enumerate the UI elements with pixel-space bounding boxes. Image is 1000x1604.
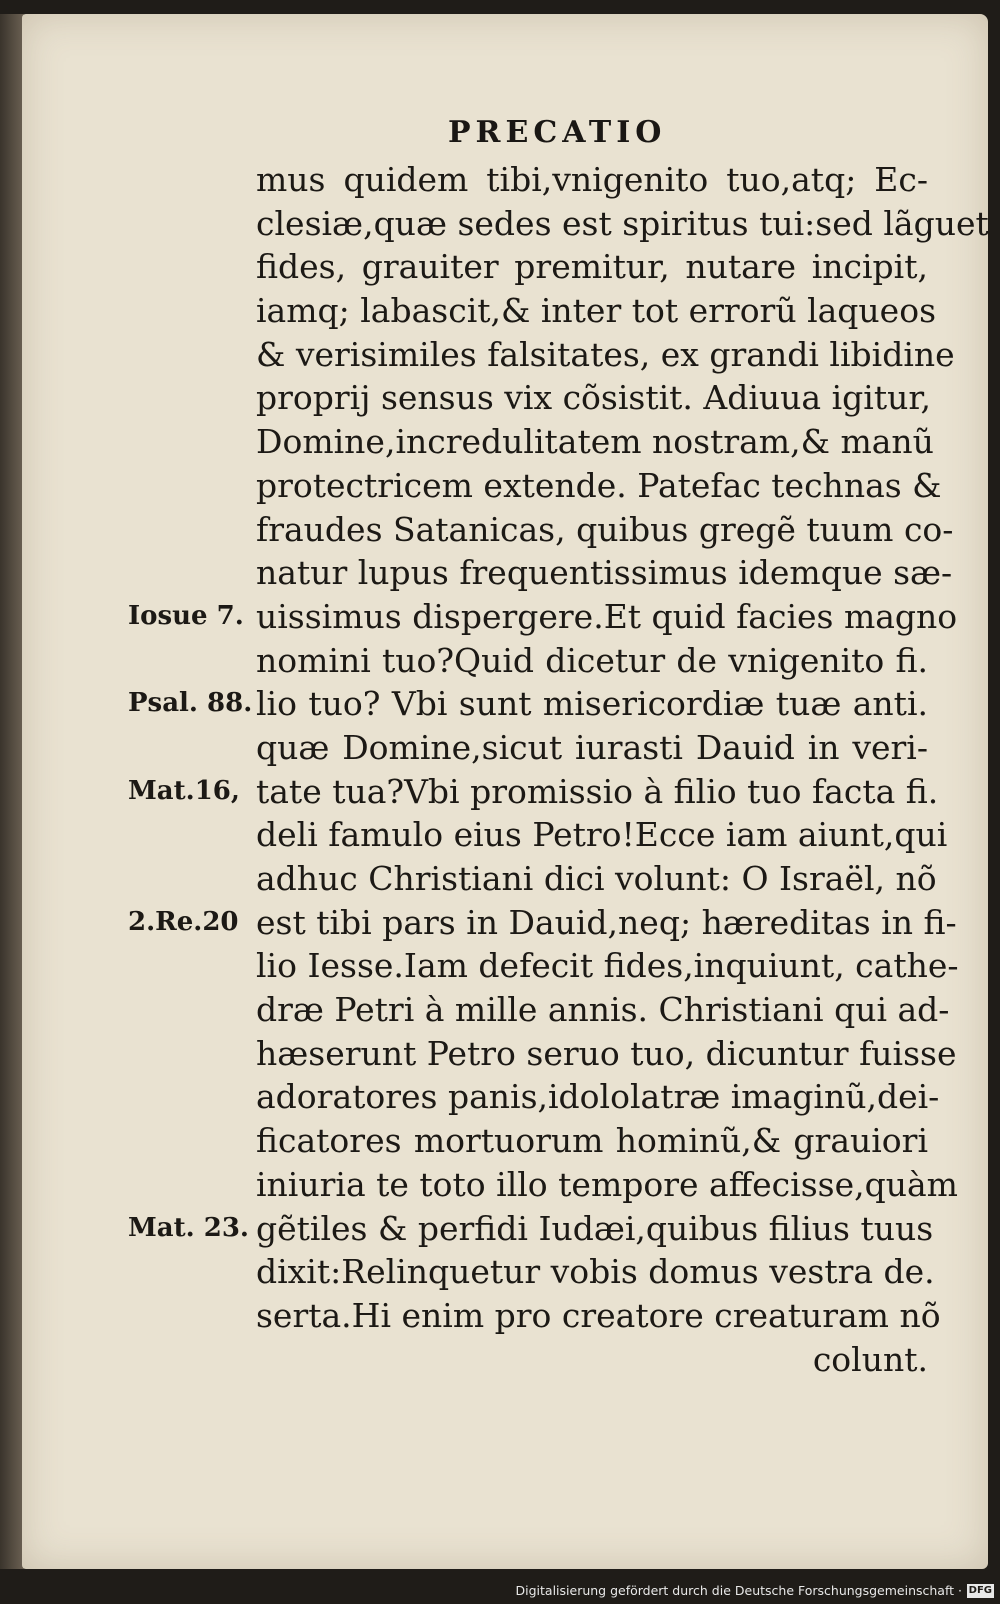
text-line: lio Iesse.Iam defecit fides,inquiunt, cathe- <box>256 946 959 986</box>
text-line: deli famulo eius Petro!Ecce iam aiunt,qui <box>256 815 948 855</box>
text-line: Domine,incredulitatem nostram,& manũ <box>256 422 934 462</box>
text-line: fraudes Satanicas, quibus gregẽ tuum co- <box>256 509 954 549</box>
marginal-reference: Iosue 7. <box>128 601 244 631</box>
text-line: clesiæ,quæ sedes est spiritus tui:sed lãguet <box>256 203 989 243</box>
text-line: fides, grauiter premitur, nutare incipit, <box>256 247 928 287</box>
text-line: dræ Petri à mille annis. Christiani qui ad- <box>256 990 950 1030</box>
dfg-logo: DFG <box>968 1585 992 1596</box>
text-line: iniuria te toto illo tempore affecisse,quàm <box>256 1164 958 1204</box>
text-line: adhuc Christiani dici volunt: O Israël, nõ <box>256 859 937 898</box>
text-line: natur lupus frequentissimus idemque sæ- <box>256 553 953 593</box>
text-line: quæ Domine,sicut iurasti Dauid in veri- <box>256 727 928 767</box>
text-line: gẽtiles & perfidi Iudæi,quibus filius tuus <box>256 1208 934 1248</box>
text-line: adoratores panis,idololatræ imaginũ,dei- <box>256 1077 940 1117</box>
text-line: hæserunt Petro seruo tuo, dicuntur fuisse <box>256 1033 957 1073</box>
running-head: PRECATIO <box>448 115 667 150</box>
text-line: iamq; labascit,& inter tot errorũ laqueos <box>256 291 937 331</box>
text-line: serta.Hi enim pro creatore creaturam nõ <box>256 1295 941 1335</box>
text-line: uissimus dispergere.Et quid facies magno <box>256 596 958 636</box>
marginal-reference: Mat. 23. <box>128 1212 249 1243</box>
marginal-reference: Psal. 88. <box>128 688 253 719</box>
text-line: nomini tuo?Quid dicetur de vnigenito fi. <box>256 640 928 680</box>
main-text-block <box>256 158 989 1381</box>
text-line: & verisimiles falsitates, ex grandi libidine <box>256 334 955 374</box>
text-line: est tibi pars in Dauid,neq; hæreditas in fi- <box>256 902 957 942</box>
text-line: dixit:Relinquetur vobis domus vestra de. <box>256 1252 935 1292</box>
text-line: mus quidem tibi,vnigenito tuo,atq; Ec- <box>256 160 928 199</box>
text-line: ficatores mortuorum hominũ,& grauiori <box>256 1121 928 1161</box>
text-line: lio tuo? Vbi sunt misericordiæ tuæ anti. <box>256 684 928 724</box>
text-line: proprij sensus vix cõsistit. Adiuua igitur, <box>256 378 931 418</box>
digitization-credit: Digitalisierung gefördert durch die Deutsche Forschungsgemeinschaft · <box>515 1583 962 1598</box>
text-line: tate tua?Vbi promissio à filio tuo facta fi. <box>256 771 939 811</box>
footer-bar <box>0 1569 1000 1604</box>
text-line: protectricem extende. Patefac technas & <box>256 465 942 505</box>
marginal-reference: Mat.16, <box>128 775 240 806</box>
text-line: colunt. <box>812 1339 928 1379</box>
book-spine-edge <box>0 14 24 1569</box>
marginal-reference: 2.Re.20 <box>128 906 239 937</box>
